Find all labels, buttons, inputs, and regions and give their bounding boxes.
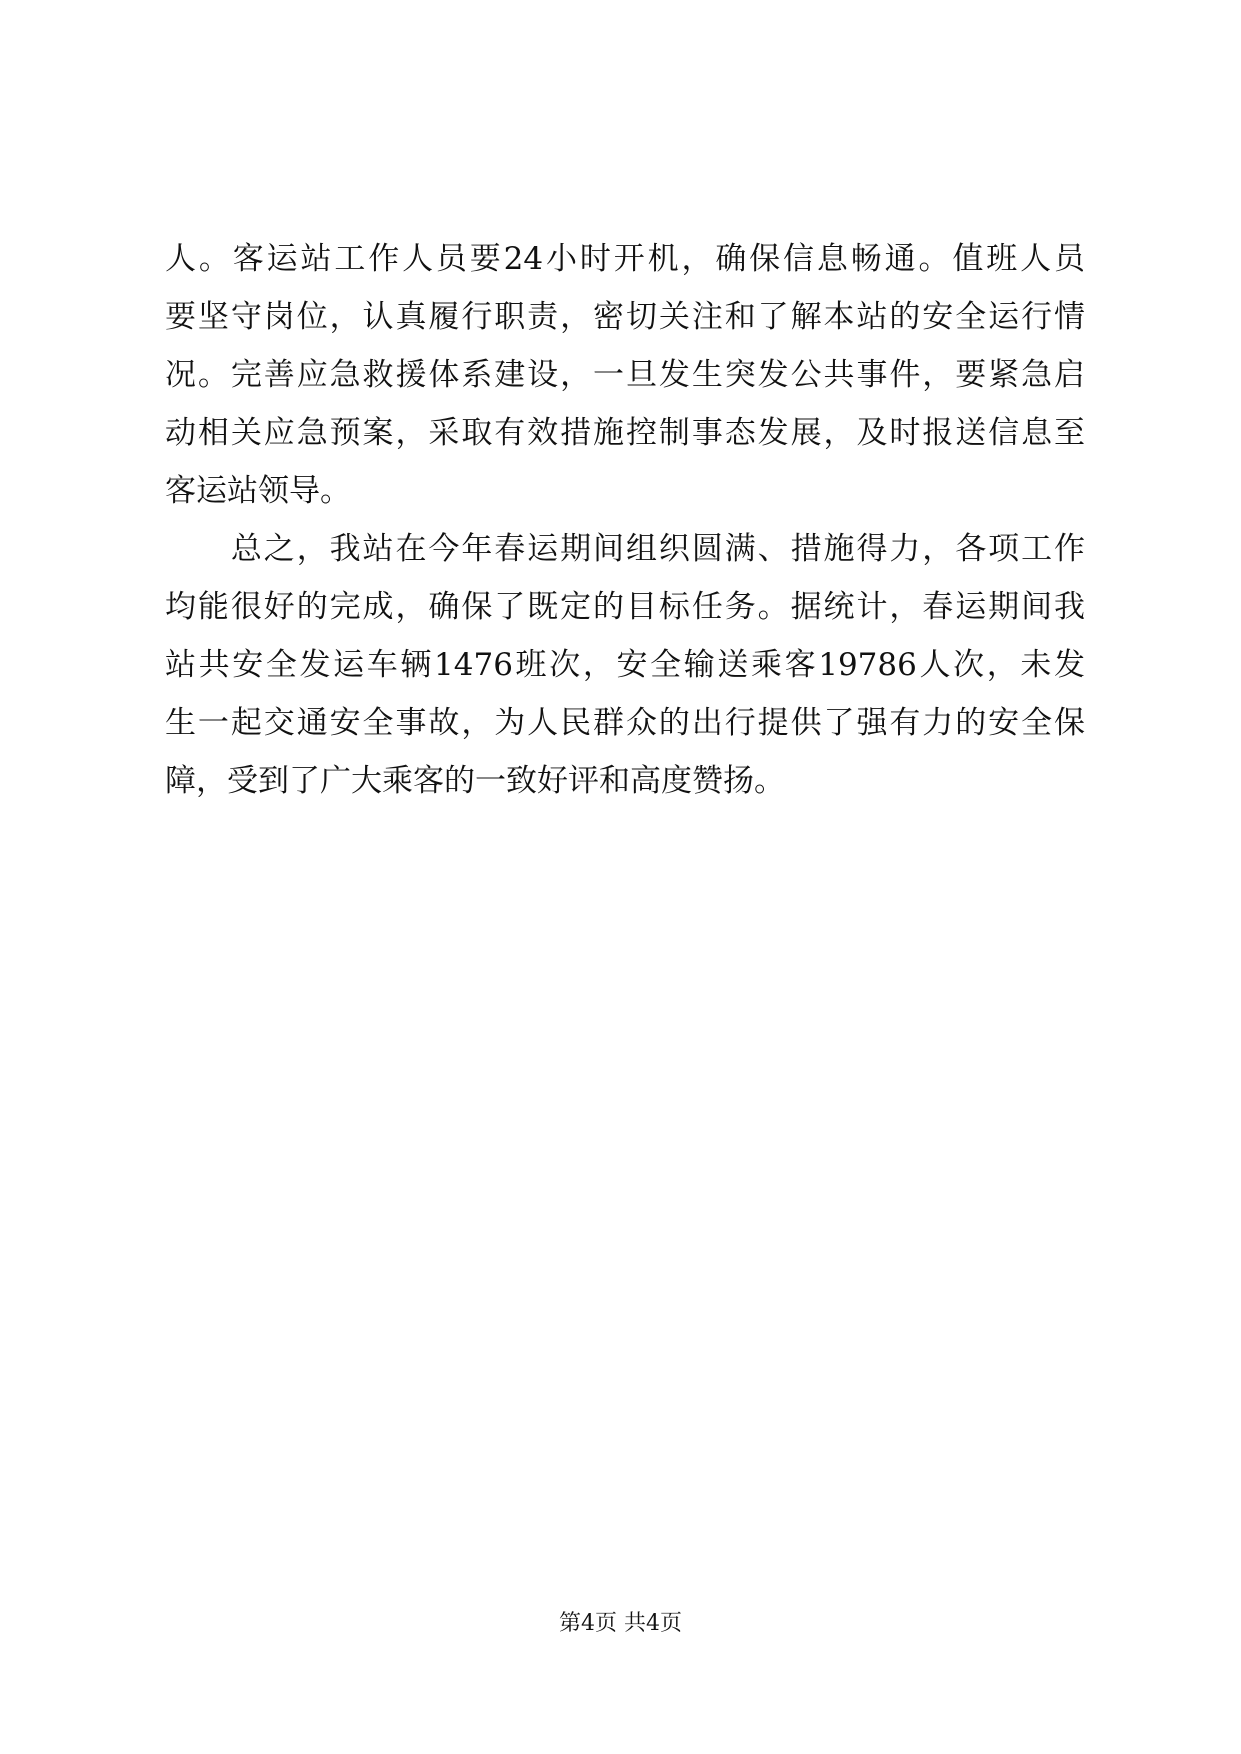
- paragraph-line: 障，受到了广大乘客的一致好评和高度赞扬。: [165, 763, 785, 799]
- paragraph-line: 要坚守岗位，认真履行职责，密切关注和了解本站的安全运行情: [165, 299, 1085, 335]
- paragraph-line: 生一起交通安全事故，为人民群众的出行提供了强有力的安全保: [165, 705, 1085, 741]
- document-body: [165, 230, 1085, 810]
- paragraph-line: 动相关应急预案，采取有效措施控制事态发展，及时报送信息至: [165, 415, 1085, 451]
- paragraph-line: 况。完善应急救援体系建设，一旦发生突发公共事件，要紧急启: [165, 357, 1085, 393]
- paragraph-line: 站共安全发运车辆1476班次，安全输送乘客19786人次，未发: [165, 647, 1085, 683]
- paragraph-line: 人。客运站工作人员要24小时开机，确保信息畅通。值班人员: [165, 241, 1085, 277]
- paragraph-line: 均能很好的完成，确保了既定的目标任务。据统计，春运期间我: [165, 589, 1085, 625]
- paragraph-line: 客运站领导。: [165, 473, 351, 509]
- paragraph-line: 总之，我站在今年春运期间组织圆满、措施得力，各项工作: [165, 531, 1085, 567]
- page-number-footer: 第4页 共4页: [559, 1611, 682, 1636]
